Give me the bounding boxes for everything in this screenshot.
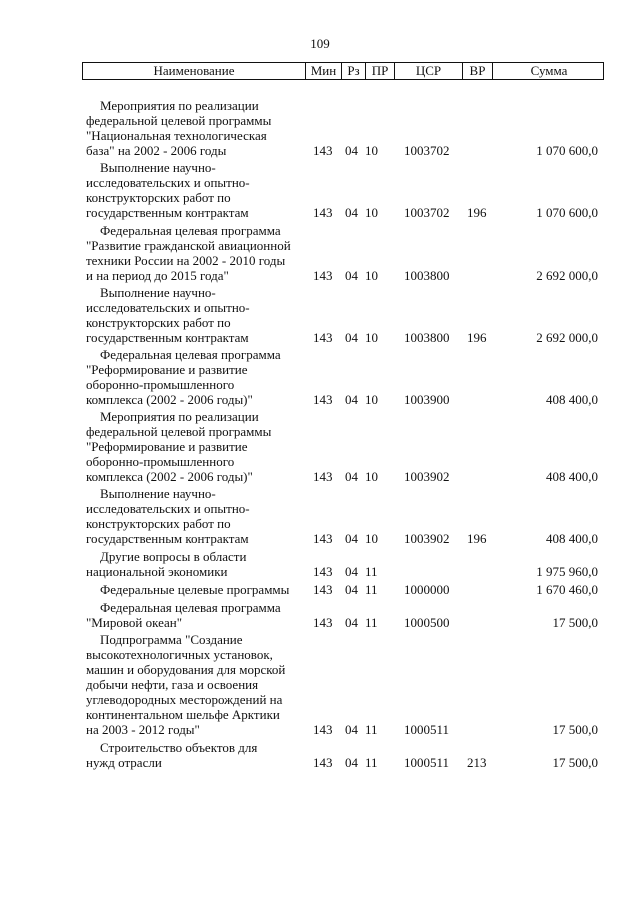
cell-rz: 04 (345, 469, 358, 484)
cell-sum: 408 400,0 (546, 469, 598, 484)
cell-rz: 04 (345, 615, 358, 630)
cell-rz: 04 (345, 722, 358, 737)
row-name (86, 486, 310, 546)
row-name (86, 98, 310, 158)
cell-vr: 196 (467, 531, 487, 546)
cell-rz: 04 (345, 392, 358, 407)
row-name (86, 600, 310, 630)
row-name-line: "Мировой океан" (86, 615, 183, 630)
cell-vr: 213 (467, 755, 487, 770)
row-name-line: Подпрограмма "Создание (100, 632, 243, 647)
cell-csr: 1003702 (404, 205, 450, 220)
cell-csr: 1000511 (404, 722, 450, 737)
row-name-line: "Национальная технологическая (86, 128, 267, 143)
cell-min: 143 (313, 205, 333, 220)
header-min: Мин (306, 63, 342, 79)
cell-min: 143 (313, 268, 333, 283)
cell-csr: 1003800 (404, 330, 450, 345)
row-name-line: Выполнение научно- (100, 160, 216, 175)
cell-min: 143 (313, 469, 333, 484)
row-name-line: государственным контрактам (86, 205, 249, 220)
cell-csr: 1003902 (404, 469, 450, 484)
cell-sum: 1 070 600,0 (536, 143, 598, 158)
row-name-line: "Развитие гражданской авиационной (86, 238, 291, 253)
cell-csr: 1003900 (404, 392, 450, 407)
row-name-line: исследовательских и опытно- (86, 501, 250, 516)
row-name-line: Федеральная целевая программа (100, 223, 281, 238)
cell-rz: 04 (345, 531, 358, 546)
cell-sum: 1 975 960,0 (536, 564, 598, 579)
row-name (86, 160, 310, 220)
row-name-line: Другие вопросы в области (100, 549, 247, 564)
cell-pr: 10 (365, 531, 378, 546)
cell-pr: 11 (365, 722, 378, 737)
row-name-line: оборонно-промышленного (86, 454, 235, 469)
row-name-line: конструкторских работ по (86, 315, 231, 330)
cell-pr: 11 (365, 615, 378, 630)
cell-sum: 408 400,0 (546, 392, 598, 407)
row-name-line: "Реформирование и развитие (86, 362, 248, 377)
cell-sum: 17 500,0 (552, 615, 598, 630)
page-number: 109 (310, 36, 330, 51)
cell-min: 143 (313, 330, 333, 345)
row-name-line: техники России на 2002 - 2010 годы (86, 253, 286, 268)
cell-min: 143 (313, 582, 333, 597)
cell-rz: 04 (345, 755, 358, 770)
cell-sum: 17 500,0 (552, 755, 598, 770)
row-name-line: Мероприятия по реализации (100, 409, 259, 424)
row-name-line: континентальном шельфе Арктики (86, 707, 280, 722)
row-name (86, 549, 310, 579)
cell-pr: 11 (365, 564, 378, 579)
cell-min: 143 (313, 722, 333, 737)
row-name-line: на 2003 - 2012 годы" (86, 722, 200, 737)
row-name-line: нужд отрасли (86, 755, 162, 770)
cell-pr: 11 (365, 755, 378, 770)
cell-pr: 10 (365, 330, 378, 345)
cell-sum: 2 692 000,0 (536, 268, 598, 283)
cell-rz: 04 (345, 268, 358, 283)
row-name-line: исследовательских и опытно- (86, 175, 250, 190)
header-rz: Рз (342, 63, 366, 79)
row-name-line: и на период до 2015 года" (86, 268, 229, 283)
cell-pr: 10 (365, 268, 378, 283)
row-name-line: "Реформирование и развитие (86, 439, 248, 454)
header-sum: Сумма (530, 63, 568, 78)
row-name-line: национальной экономики (86, 564, 228, 579)
row-name (86, 223, 310, 283)
cell-sum: 408 400,0 (546, 531, 598, 546)
row-name (86, 285, 310, 345)
row-name-line: государственным контрактам (86, 531, 249, 546)
cell-vr: 196 (467, 330, 487, 345)
row-name-line: конструкторских работ по (86, 190, 231, 205)
row-name-line: Федеральная целевая программа (100, 347, 281, 362)
cell-min: 143 (313, 564, 333, 579)
row-name-line: комплекса (2002 - 2006 годы)" (86, 392, 253, 407)
cell-rz: 04 (345, 582, 358, 597)
row-name (86, 632, 310, 737)
row-name (86, 582, 310, 597)
row-name-line: машин и оборудования для морской (86, 662, 286, 677)
cell-pr: 10 (365, 469, 378, 484)
cell-pr: 11 (365, 582, 378, 597)
cell-min: 143 (313, 392, 333, 407)
row-name-line: федеральной целевой программы (86, 113, 272, 128)
row-name-line: конструкторских работ по (86, 516, 231, 531)
row-name-line: государственным контрактам (86, 330, 249, 345)
cell-min: 143 (313, 143, 333, 158)
row-name-line: высокотехнологичных установок, (86, 647, 273, 662)
cell-csr: 1003902 (404, 531, 450, 546)
cell-min: 143 (313, 615, 333, 630)
row-name-line: Строительство объектов для (100, 740, 258, 755)
cell-sum: 2 692 000,0 (536, 330, 598, 345)
cell-csr: 1003702 (404, 143, 450, 158)
cell-min: 143 (313, 531, 333, 546)
cell-rz: 04 (345, 205, 358, 220)
cell-pr: 10 (365, 143, 378, 158)
row-name-line: углеводородных месторождений на (86, 692, 283, 707)
cell-rz: 04 (345, 143, 358, 158)
header-csr: ЦСР (395, 63, 463, 79)
cell-rz: 04 (345, 564, 358, 579)
row-name-line: Выполнение научно- (100, 285, 216, 300)
row-name-line: добычи нефти, газа и освоения (86, 677, 259, 692)
row-name-line: Федеральная целевая программа (100, 600, 281, 615)
row-name-line: комплекса (2002 - 2006 годы)" (86, 469, 253, 484)
cell-csr: 1000000 (404, 582, 450, 597)
row-name (86, 347, 310, 407)
row-name-line: исследовательских и опытно- (86, 300, 250, 315)
cell-vr: 196 (467, 205, 487, 220)
cell-sum: 17 500,0 (552, 722, 598, 737)
row-name-line: Мероприятия по реализации (100, 98, 259, 113)
row-name (86, 740, 310, 770)
cell-csr: 1003800 (404, 268, 450, 283)
header-name: Наименование (83, 63, 306, 79)
table-header (82, 62, 604, 80)
row-name-line: база" на 2002 - 2006 годы (86, 143, 227, 158)
row-name (86, 409, 310, 484)
row-name-line: федеральной целевой программы (86, 424, 272, 439)
header-vr: ВР (463, 63, 493, 79)
cell-rz: 04 (345, 330, 358, 345)
row-name-line: оборонно-промышленного (86, 377, 235, 392)
cell-pr: 10 (365, 392, 378, 407)
cell-csr: 1000511 (404, 755, 450, 770)
cell-pr: 10 (365, 205, 378, 220)
row-name-line: Выполнение научно- (100, 486, 216, 501)
row-name-line: Федеральные целевые программы (100, 582, 290, 597)
header-pr: ПР (366, 63, 395, 79)
cell-sum: 1 670 460,0 (536, 582, 598, 597)
cell-sum: 1 070 600,0 (536, 205, 598, 220)
cell-csr: 1000500 (404, 615, 450, 630)
cell-min: 143 (313, 755, 333, 770)
